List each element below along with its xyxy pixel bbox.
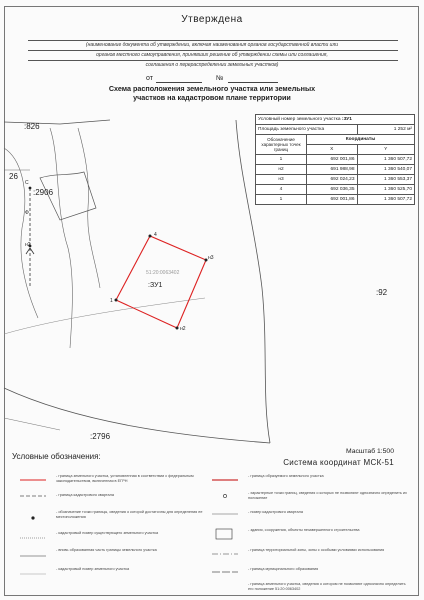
row-x: 691 988,98	[307, 165, 358, 175]
number-line	[228, 82, 278, 83]
label-zu1: :ЗУ1	[148, 282, 163, 289]
legend-footer: - граница земельного участка, сведения о котором не позволяют однозначно определить его положение 51:20:0063402	[248, 582, 406, 591]
x-header: X	[307, 145, 358, 155]
table-row	[256, 175, 415, 185]
cond-number-row	[256, 115, 415, 125]
approved-heading: Утверждена	[181, 14, 243, 25]
legend-right-5: - граница территориальной зоны, зоны с особыми условиями использования	[248, 548, 385, 552]
row-y: 1 360 540,07	[357, 165, 414, 175]
point-4-marker	[149, 235, 152, 238]
legend-left-6: - кадастровый номер земельного участка	[56, 567, 130, 571]
label-point-n3: н3	[208, 255, 214, 261]
contour-line-3	[78, 128, 100, 288]
cond-number-value: :ЗУ1	[341, 117, 352, 122]
row-point: 1	[256, 195, 307, 205]
label-point-n2: н2	[180, 326, 186, 332]
legend-right-6: - граница муниципального образования	[248, 567, 319, 571]
table-row	[256, 165, 415, 175]
label-point-1: 1	[110, 298, 113, 304]
legend-title: Условные обозначения:	[12, 452, 101, 461]
label-point-c: С	[25, 180, 29, 186]
label-26: 26	[9, 172, 18, 181]
legend-left-3: - обозначение точки границы, сведения о которой достаточны для определения ее местоположения	[56, 510, 203, 519]
label-point-h2: н2	[25, 242, 31, 248]
row-x: 692 036,35	[307, 185, 358, 195]
label-point-4: 4	[154, 232, 157, 238]
label-2796: :2796	[90, 432, 111, 441]
row-point: н2	[256, 165, 307, 175]
caption-line-2: органов местного самоуправления, принявших решение об утверждении схемы или соглашения,	[96, 52, 328, 58]
row-y: 1 360 553,37	[357, 175, 414, 185]
row-x: 692 001,86	[307, 155, 358, 165]
scheme-title-line1: Схема расположения земельного участка или земельных	[108, 84, 316, 93]
point-1-marker	[115, 299, 118, 302]
row-y: 1 360 525,70	[357, 185, 414, 195]
label-point-f: Ф	[25, 210, 29, 216]
row-x: 692 024,23	[307, 175, 358, 185]
number-label: №	[216, 75, 224, 82]
legend-right-4: - здания, сооружения, объекты незавершенного строительства	[248, 528, 360, 532]
label-826: :826	[24, 122, 40, 131]
table-row	[256, 155, 415, 165]
coordinates-header: Координаты	[307, 135, 415, 145]
row-point: 1	[256, 155, 307, 165]
point-c-marker	[29, 187, 32, 190]
parcel-826-boundary	[4, 120, 110, 124]
area-row	[256, 125, 415, 135]
point-n2-marker	[176, 327, 179, 330]
label-92: :92	[376, 288, 388, 297]
y-header: Y	[357, 145, 414, 155]
legend-left-1: - граница земельного участка, установленная в соответствии с федеральным законодательством, включенная в ЕГРН	[56, 474, 194, 483]
label-cadastral-quarter: 51:20:0063402	[146, 270, 180, 276]
scale-label: Масштаб 1:500	[346, 448, 394, 455]
from-date-line	[156, 82, 202, 83]
legend-right-3: - номер кадастрового квартала	[248, 510, 303, 514]
legend-left-2: - граница кадастрового квартала	[56, 493, 114, 497]
area-label: Площадь земельного участка	[256, 125, 358, 135]
coordinate-system-label: Система координат МСК-51	[283, 458, 394, 467]
scheme-title	[0, 84, 424, 102]
coordinates-table	[255, 114, 415, 205]
table-row	[256, 195, 415, 205]
caption-line-1: (наименование документа об утверждении, включая наименования органов государственной власти или	[85, 42, 339, 48]
row-point: 4	[256, 185, 307, 195]
points-column-header: Обозначение характерных точек границ	[256, 135, 307, 155]
contour-line-2	[50, 128, 72, 348]
area-value: 1 252 м²	[357, 125, 414, 135]
table-row	[256, 185, 415, 195]
legend-left-5: - вновь образованная часть границы земельного участка	[56, 548, 157, 552]
scheme-title-line2: участков на кадастровом плане территории	[133, 93, 291, 102]
legend-symbols-right	[210, 474, 240, 594]
cond-number-label: Условный номер земельного участка	[258, 117, 341, 122]
row-point: н3	[256, 175, 307, 185]
row-x: 692 001,86	[307, 195, 358, 205]
label-2906: :2906	[33, 188, 54, 197]
row-y: 1 360 507,72	[357, 195, 414, 205]
header-row	[256, 135, 415, 145]
legend-symbols-left	[18, 474, 48, 594]
parcel-2796-boundary	[4, 388, 270, 443]
caption-line-3: соглашения о перераспределении земельных участков)	[145, 62, 279, 68]
legend-right-2: - характерные точки границ, сведения о которых не позволяют однозначно определить их положение	[248, 491, 407, 500]
legend-left-4: - кадастровый номер существующего земельного участка	[56, 531, 159, 535]
row-y: 1 360 507,72	[357, 155, 414, 165]
legend-right-1: - граница образуемого земельного участка	[248, 474, 324, 478]
from-label: от	[146, 75, 153, 82]
